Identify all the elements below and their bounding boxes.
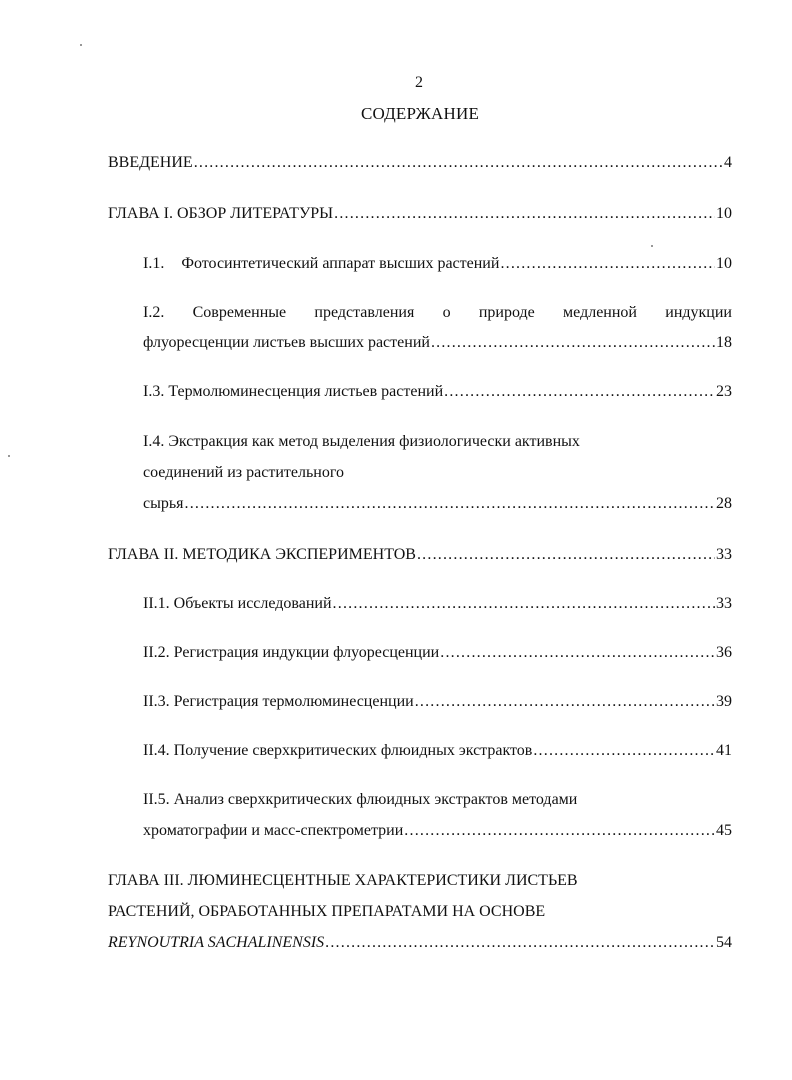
entry-page: 23 (716, 383, 732, 400)
entry-page: 10 (716, 205, 732, 222)
entry-text: II.4. Получение сверхкритических флюидных экстрактов (143, 742, 533, 759)
toc-entry-section-1-4-line1[interactable]: I.4. Экстракция как метод выделения физиологически активных (143, 433, 580, 450)
entry-text: флуоресценции листьев высших растений (143, 334, 430, 351)
entry-page: 33 (716, 546, 732, 563)
dot-leader (444, 382, 715, 402)
toc-entry-section-2-4[interactable] (143, 741, 732, 761)
entry-page: 28 (716, 495, 732, 512)
dot-leader (500, 254, 715, 274)
dot-leader (533, 741, 715, 761)
toc-entry-chapter-1[interactable] (108, 204, 732, 224)
toc-entry-chapter-3-line2[interactable]: РАСТЕНИЙ, ОБРАБОТАННЫХ ПРЕПАРАТАМИ НА ОСНОВЕ (108, 903, 546, 920)
scan-speck (651, 245, 653, 247)
entry-page: 41 (716, 742, 732, 759)
entry-text: ГЛАВА I. ОБЗОР ЛИТЕРАТУРЫ (108, 205, 334, 222)
entry-page: 54 (716, 934, 732, 951)
toc-entry-section-2-2[interactable] (143, 643, 732, 663)
dot-leader (194, 153, 723, 173)
entry-text: II.3. Регистрация термолюминесценции (143, 693, 414, 710)
toc-entry-section-2-5-line1[interactable]: II.5. Анализ сверхкритических флюидных экстрактов методами (143, 791, 578, 808)
entry-text: II.2. Регистрация индукции флуоресценции (143, 644, 440, 661)
toc-entry-introduction[interactable] (108, 153, 732, 173)
dot-leader (431, 333, 715, 353)
entry-page: 45 (716, 822, 732, 839)
page-number: 2 (415, 74, 423, 91)
dot-leader (404, 821, 715, 841)
toc-entry-section-1-2-line1[interactable] (143, 303, 732, 323)
dot-leader (417, 545, 715, 565)
dot-leader (325, 933, 715, 953)
toc-entry-chapter-3-line1[interactable]: ГЛАВА III. ЛЮМИНЕСЦЕНТНЫЕ ХАРАКТЕРИСТИКИ ЛИСТЬЕВ (108, 872, 578, 889)
entry-number: I.1. (143, 255, 165, 272)
toc-entry-section-1-4-line2[interactable]: соединений из растительного (143, 464, 344, 481)
scan-speck (80, 44, 82, 46)
scan-speck (8, 455, 10, 457)
entry-text: ГЛАВА II. МЕТОДИКА ЭКСПЕРИМЕНТОВ (108, 546, 416, 563)
entry-page: 33 (716, 595, 732, 612)
toc-entry-section-2-5[interactable] (143, 821, 732, 841)
dot-leader (334, 204, 715, 224)
entry-page: 10 (716, 255, 732, 272)
dot-leader (185, 494, 715, 514)
dot-leader (440, 643, 715, 663)
toc-title: СОДЕРЖАНИЕ (360, 104, 480, 123)
toc-entry-section-1-3[interactable] (143, 382, 732, 402)
entry-text: сырья (143, 495, 184, 512)
toc-entry-chapter-2[interactable] (108, 545, 732, 565)
entry-text: хроматографии и масс-спектрометрии (143, 822, 404, 839)
entry-page: 36 (716, 644, 732, 661)
entry-text: I.3. Термолюминесценция листьев растений (143, 383, 444, 400)
toc-entry-section-2-1[interactable] (143, 594, 732, 614)
dot-leader (333, 594, 715, 614)
entry-page: 18 (716, 334, 732, 351)
entry-text: ВВЕДЕНИЕ (108, 154, 193, 171)
toc-entry-section-1-4[interactable] (143, 494, 732, 514)
entry-page: 39 (716, 693, 732, 710)
toc-entry-section-1-1[interactable] (143, 254, 732, 274)
entry-text: REYNOUTRIA SACHALINENSIS (108, 934, 325, 951)
toc-entry-section-2-3[interactable] (143, 692, 732, 712)
entry-page: 4 (724, 154, 732, 171)
toc-entry-section-1-2[interactable] (143, 333, 732, 353)
toc-entry-chapter-3[interactable] (108, 933, 732, 953)
entry-text: I.2. Современные представления о природе медленной индукции (143, 304, 732, 321)
entry-text: Фотосинтетический аппарат высших растений (181, 255, 500, 272)
entry-text: II.1. Объекты исследований (143, 595, 332, 612)
dot-leader (415, 692, 715, 712)
